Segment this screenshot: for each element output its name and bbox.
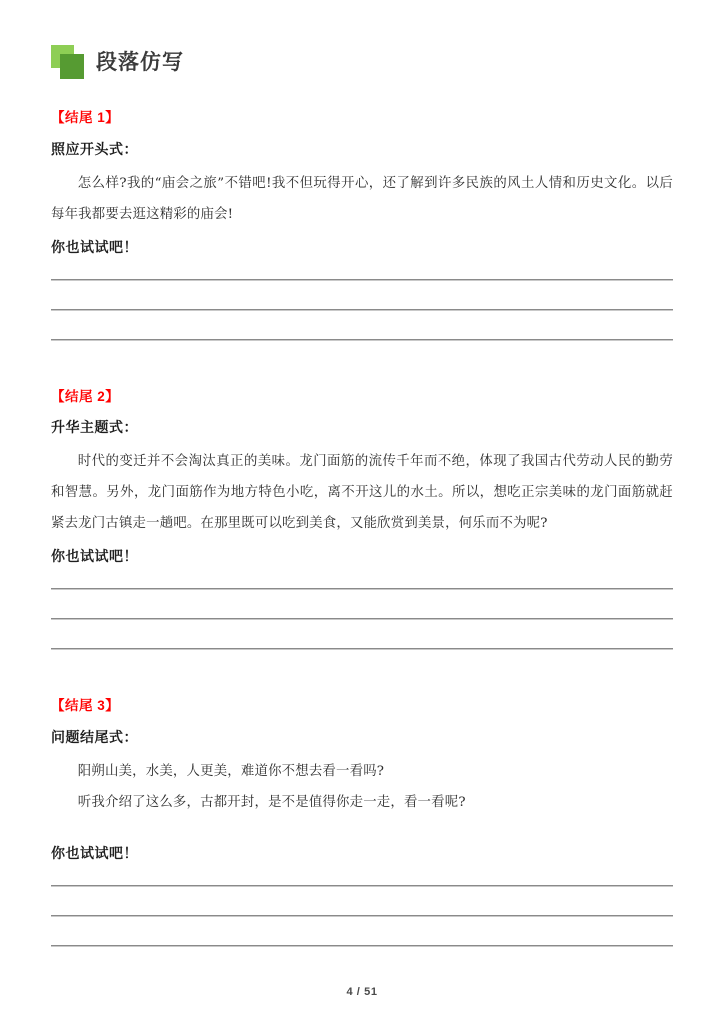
write-line[interactable] [51,885,673,886]
write-line[interactable] [51,279,673,280]
write-line[interactable] [51,588,673,589]
write-line[interactable] [51,945,673,946]
section-ending-2 [51,390,673,650]
section-paragraph: 怎么样?我的“庙会之旅”不错吧!我不但玩得开心，还了解到许多民族的风土人情和历史文化。以后每年我都要去逛这精彩的庙会! [51,175,673,222]
page-title: 段落仿写 [96,50,184,74]
section-label: 【结尾 1】 [51,110,120,125]
try-it-label: 你也试试吧！ [51,238,138,255]
write-line[interactable] [51,339,673,340]
page-number-footer: 4 / 51 [346,986,378,998]
section-ending-1 [51,111,673,340]
section-paragraph: 时代的变迁并不会淘汰真正的美味。龙门面筋的流传千年而不绝，体现了我国古代劳动人民的勤劳和智慧。另外，龙门面筋作为地方特色小吃，离不开这儿的水土。所以，想吃正宗美味的龙门面筋就赶紧去龙门古镇走一趟吧。在那里既可以吃到美食，又能欣赏到美景，何乐而不为呢? [51,454,673,531]
section-subtitle: 问题结尾式： [51,729,138,746]
answer-write-lines[interactable] [51,588,673,649]
write-line[interactable] [51,309,673,310]
section-subtitle: 照应开头式： [51,141,138,158]
write-line[interactable] [51,618,673,619]
section-paragraph: 听我介绍了这么多，古都开封，是不是值得你走一走，看一看呢? [77,794,466,810]
document-header [51,0,673,84]
section-ending-3 [51,699,673,946]
answer-write-lines[interactable] [51,885,673,946]
try-it-label: 你也试试吧！ [51,548,138,564]
try-it-label: 你也试试吧！ [51,844,138,861]
section-paragraph: 阳朔山美，水美，人更美，难道你不想去看一看吗? [77,763,385,779]
write-line[interactable] [51,915,673,916]
write-line[interactable] [51,648,673,649]
two-squares-icon [51,45,85,79]
section-label: 【结尾 3】 [51,698,120,713]
answer-write-lines[interactable] [51,279,673,340]
square-front-shape [60,54,84,79]
section-label: 【结尾 2】 [51,388,120,404]
section-subtitle: 升华主题式： [51,420,138,436]
